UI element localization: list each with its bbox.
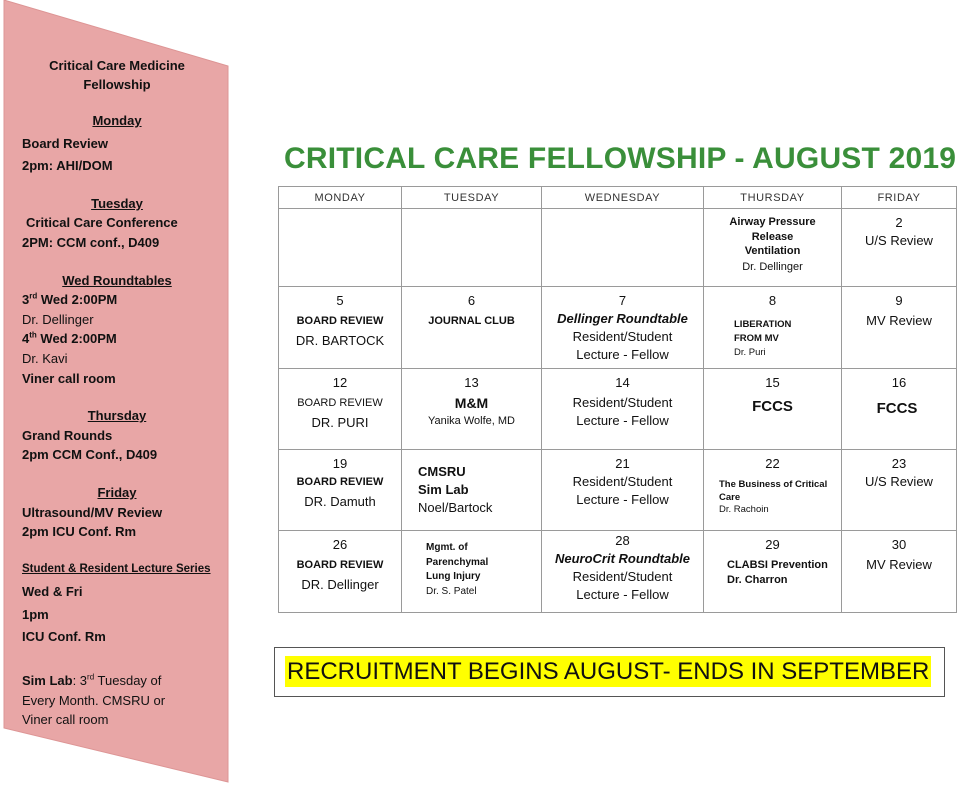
lecture-line-3: ICU Conf. Rm <box>22 629 106 645</box>
day-number: 29 <box>765 537 780 552</box>
day-number: 6 <box>467 293 476 308</box>
day-number: 28 <box>615 533 630 548</box>
event-line: FROM MV <box>734 333 779 344</box>
event-presenter: DR. BARTOCK <box>295 333 385 348</box>
event-line: NeuroCrit Roundtable <box>554 551 691 566</box>
event-line: FCCS <box>876 400 918 417</box>
header-tuesday: TUESDAY <box>402 187 542 209</box>
wed-roundtables-section <box>22 271 212 389</box>
day-number: 7 <box>618 293 627 308</box>
event-line: FCCS <box>752 398 793 415</box>
event-line: Resident/Student <box>572 474 673 489</box>
tuesday-section <box>22 194 212 253</box>
simlab-line-2: Every Month. CMSRU or <box>22 692 166 708</box>
event-line: Mgmt. of <box>426 542 468 553</box>
thursday-section <box>22 406 212 465</box>
day-cell-tue-20 <box>402 450 542 531</box>
day-cell-fri-23 <box>842 450 957 531</box>
wed-line-1-sup: rd <box>29 291 38 301</box>
event-presenter: DR. PURI <box>311 415 369 430</box>
day-cell-mon-12 <box>279 369 402 450</box>
event-presenter: Dr. S. Patel <box>426 585 477 597</box>
week-row-1 <box>279 209 957 287</box>
day-cell-tue-27 <box>402 531 542 613</box>
event-line: Resident/Student <box>572 395 673 410</box>
week-row-5 <box>279 531 957 613</box>
day-number: 13 <box>464 375 479 390</box>
day-cell-mon-5 <box>279 287 402 369</box>
day-cell-thu-1 <box>704 209 842 287</box>
sim-lab-section <box>22 671 212 730</box>
lecture-line-1: Wed & Fri <box>22 584 83 600</box>
day-cell-tue-13 <box>402 369 542 450</box>
day-cell-fri-30 <box>842 531 957 613</box>
header-friday: FRIDAY <box>842 187 957 209</box>
header-wednesday: WEDNESDAY <box>542 187 704 209</box>
thursday-heading: Thursday <box>87 408 147 424</box>
monday-heading: Monday <box>92 113 142 128</box>
event-line: Lecture - Fellow <box>576 413 669 428</box>
event-presenter: Dr. Dellinger <box>742 260 803 273</box>
week-row-3 <box>279 369 957 450</box>
day-cell-mon-19 <box>279 450 402 531</box>
day-cell-mon-26 <box>279 531 402 613</box>
event-presenter: DR. Damuth <box>304 494 376 509</box>
wed-line-3-sup: th <box>29 331 37 341</box>
wed-line-2: Dr. Dellinger <box>22 311 94 327</box>
wed-line-1-num: 3 <box>22 292 30 308</box>
event-line: Lecture - Fellow <box>576 492 669 507</box>
simlab-text-1: : 3 <box>72 673 88 689</box>
event-presenter: Dr. Rachoin <box>719 504 769 515</box>
event-line: CLABSI Prevention <box>727 559 828 571</box>
calendar-title: CRITICAL CARE FELLOWSHIP - AUGUST 2019 <box>284 142 957 175</box>
day-number: 12 <box>332 375 348 390</box>
tuesday-line-1: Critical Care Conference <box>26 215 178 231</box>
day-number: 22 <box>765 456 780 471</box>
day-number: 9 <box>895 293 903 308</box>
day-cell-empty <box>542 209 704 287</box>
day-cell-thu-8 <box>704 287 842 369</box>
day-number: 2 <box>895 215 903 230</box>
day-cell-empty <box>402 209 542 287</box>
sidebar-title: Critical Care Medicine Fellowship <box>49 58 185 92</box>
event-line: Care <box>719 491 741 503</box>
day-cell-empty <box>279 209 402 287</box>
event-line: M&M <box>454 395 489 411</box>
wed-line-3-num: 4 <box>22 331 30 347</box>
simlab-line-3: Viner call room <box>22 712 109 728</box>
event-line: Release <box>751 230 794 243</box>
day-number: 14 <box>615 375 630 390</box>
simlab-text-2: Tuesday of <box>94 673 162 689</box>
event-line: U/S Review <box>865 474 933 489</box>
header-thursday: THURSDAY <box>704 187 842 209</box>
event-line: JOURNAL CLUB <box>428 315 515 327</box>
event-line: Ventilation <box>744 245 801 257</box>
day-number: 19 <box>332 456 348 471</box>
day-number: 15 <box>765 375 780 390</box>
weekday-header-row <box>279 187 957 209</box>
wed-line-5: Viner call room <box>22 370 116 386</box>
day-number: 5 <box>336 293 344 308</box>
event-presenter: DR. Dellinger <box>301 577 379 592</box>
day-cell-thu-15 <box>704 369 842 450</box>
event-line: Lecture - Fellow <box>576 347 669 362</box>
wed-line-3 <box>22 329 212 349</box>
thursday-line-1: Grand Rounds <box>22 427 113 443</box>
event-presenter: Yanika Wolfe, MD <box>427 415 515 427</box>
wed-line-1-rest: Wed 2:00PM <box>40 292 118 308</box>
event-presenter: Dr. Puri <box>734 347 766 358</box>
wed-line-4: Dr. Kavi <box>22 350 68 366</box>
recruitment-text: RECRUITMENT BEGINS AUGUST- ENDS IN SEPTEMBER <box>287 658 930 685</box>
tuesday-line-2: 2PM: CCM conf., D409 <box>22 234 160 250</box>
day-number: 16 <box>891 375 907 390</box>
lecture-line-2: 1pm <box>22 606 49 622</box>
event-line: CMSRU <box>418 464 466 479</box>
event-line: MV Review <box>866 557 932 572</box>
friday-heading: Friday <box>97 484 137 500</box>
day-number: 8 <box>768 293 777 308</box>
friday-line-1: Ultrasound/MV Review <box>22 504 163 520</box>
event-block <box>704 318 841 360</box>
day-number: 21 <box>615 456 630 471</box>
day-cell-wed-14 <box>542 369 704 450</box>
day-cell-tue-6 <box>402 287 542 369</box>
wed-line-3-rest: Wed 2:00PM <box>40 331 117 347</box>
thursday-line-2: 2pm CCM Conf., D409 <box>22 447 158 463</box>
monday-line-2: 2pm: AHI/DOM <box>22 158 113 174</box>
event-line: BOARD REVIEW <box>296 476 384 488</box>
simlab-sup: rd <box>87 672 95 682</box>
simlab-label: Sim Lab <box>22 673 73 689</box>
day-number: 26 <box>332 537 348 552</box>
day-number: 30 <box>891 537 907 552</box>
lecture-series-section <box>22 560 212 647</box>
simlab-line-1 <box>22 671 212 691</box>
event-line: Parenchymal <box>426 556 489 568</box>
day-cell-fri-9 <box>842 287 957 369</box>
event-line: Airway Pressure <box>729 216 816 228</box>
event-line: U/S Review <box>865 233 933 248</box>
event-line: BOARD REVIEW <box>296 315 384 327</box>
event-line: Resident/Student <box>572 569 673 584</box>
event-line: The Business of Critical <box>719 479 828 490</box>
week-row-2 <box>279 287 957 369</box>
day-cell-thu-29 <box>704 531 842 613</box>
event-presenter: Noel/Bartock <box>418 500 493 515</box>
wed-line-1 <box>22 290 212 310</box>
event-line: BOARD REVIEW <box>296 559 384 571</box>
monday-line-1: Board Review <box>22 135 108 151</box>
tuesday-heading: Tuesday <box>91 195 143 211</box>
day-cell-fri-16 <box>842 369 957 450</box>
schedule-sidebar <box>22 56 212 748</box>
day-cell-wed-28 <box>542 531 704 613</box>
day-number: 23 <box>891 456 907 471</box>
day-cell-wed-21 <box>542 450 704 531</box>
day-cell-thu-22 <box>704 450 842 531</box>
calendar-table <box>278 186 957 613</box>
event-line: Sim Lab <box>418 482 469 497</box>
day-cell-fri-2 <box>842 209 957 287</box>
monday-section <box>22 111 212 176</box>
lecture-series-heading: Student & Resident Lecture Series <box>22 562 211 575</box>
event-line: BOARD REVIEW <box>297 397 383 409</box>
event-line: Resident/Student <box>572 329 673 344</box>
header-monday: MONDAY <box>279 187 402 209</box>
event-presenter: Dr. Charron <box>727 574 788 586</box>
event-line: Lecture - Fellow <box>576 587 669 602</box>
event-line: Lung Injury <box>426 571 481 582</box>
friday-section <box>22 483 212 542</box>
event-block <box>704 558 841 588</box>
day-cell-wed-7 <box>542 287 704 369</box>
week-row-4 <box>279 450 957 531</box>
event-line: LIBERATION <box>734 319 792 330</box>
recruitment-banner <box>274 647 945 697</box>
event-line: MV Review <box>866 313 932 328</box>
friday-line-2: 2pm ICU Conf. Rm <box>22 524 137 540</box>
event-line: Dellinger Roundtable <box>557 311 688 326</box>
wed-heading: Wed Roundtables <box>62 272 172 288</box>
event-block <box>704 479 841 517</box>
